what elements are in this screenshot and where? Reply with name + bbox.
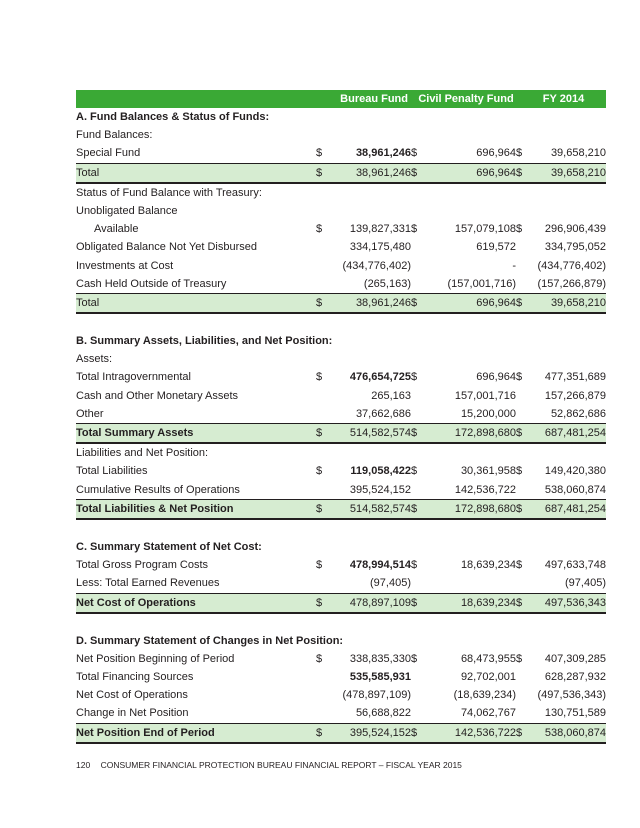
value-cell-bureau-fund: [316, 387, 411, 405]
amount: 696,964: [476, 296, 516, 309]
section-title: A. Fund Balances & Status of Funds:: [76, 111, 270, 123]
amount: 407,309,285: [544, 652, 606, 665]
amount: 56,688,822: [355, 707, 411, 720]
value-cell-fy-2014: [516, 368, 606, 386]
total-row: [76, 593, 606, 614]
table-row: [76, 257, 606, 275]
currency-symbol: $: [516, 296, 523, 309]
amount: 696,964: [476, 166, 516, 179]
value-cell-bureau-fund: [316, 650, 411, 668]
total-row: [76, 723, 606, 744]
row-label: Total Financing Sources: [76, 671, 194, 684]
total-row: [76, 163, 606, 184]
currency-symbol: [411, 481, 421, 499]
amount: (157,266,879): [537, 277, 606, 290]
amount: 265,163: [371, 389, 411, 402]
currency-symbol: $: [316, 371, 323, 384]
currency-symbol: $: [411, 502, 418, 515]
currency-symbol: $: [316, 726, 323, 739]
value-cell-fy-2014: [516, 275, 606, 293]
value-cell-civil-penalty-fund: [411, 275, 516, 293]
currency-symbol: $: [411, 223, 418, 236]
amount: 18,639,234: [460, 559, 516, 572]
currency-symbol: [316, 481, 326, 499]
currency-symbol: [316, 574, 326, 592]
value-cell-civil-penalty-fund: [411, 144, 516, 162]
value-cell-civil-penalty-fund: [411, 257, 516, 275]
value-cell-bureau-fund: [316, 500, 411, 518]
currency-symbol: $: [516, 559, 523, 572]
row-label: Unobligated Balance: [76, 204, 178, 217]
amount: (434,776,402): [537, 259, 606, 272]
total-row: [76, 499, 606, 520]
amount: 15,200,000: [460, 407, 516, 420]
table-row: [76, 650, 606, 668]
column-header-bureau-fund: Bureau Fund: [340, 93, 408, 105]
amount: (497,536,343): [537, 689, 606, 702]
value-cell-civil-penalty-fund: [411, 368, 516, 386]
currency-symbol: $: [516, 502, 523, 515]
amount: 30,361,958: [460, 465, 516, 478]
currency-symbol: $: [316, 296, 323, 309]
amount: 478,994,514: [349, 559, 411, 572]
amount: 172,898,680: [454, 427, 516, 439]
value-cell-civil-penalty-fund: [411, 462, 516, 480]
value-cell-civil-penalty-fund: [411, 405, 516, 423]
amount: (434,776,402): [342, 259, 411, 272]
section-spacer: [76, 314, 606, 332]
row-label: Total Summary Assets: [76, 427, 194, 439]
value-cell-fy-2014: [516, 704, 606, 722]
amount: 52,862,686: [550, 407, 606, 420]
table-row: [76, 405, 606, 423]
currency-symbol: [516, 574, 526, 592]
table-row: [76, 668, 606, 686]
value-cell-fy-2014: [516, 668, 606, 686]
currency-symbol: $: [411, 371, 418, 384]
value-cell-fy-2014: [516, 724, 606, 742]
currency-symbol: $: [516, 465, 523, 478]
value-cell-bureau-fund: [316, 238, 411, 256]
currency-symbol: $: [411, 166, 418, 179]
amount: 18,639,234: [460, 596, 516, 609]
amount: 395,524,152: [349, 483, 411, 496]
currency-symbol: $: [316, 223, 323, 236]
amount: 538,060,874: [544, 483, 606, 496]
value-cell-civil-penalty-fund: [411, 724, 516, 742]
amount: (478,897,109): [342, 689, 411, 702]
currency-symbol: $: [516, 371, 523, 384]
amount: 172,898,680: [454, 502, 516, 515]
page-number: 120: [76, 760, 91, 770]
currency-symbol: [316, 275, 326, 293]
currency-symbol: $: [411, 147, 418, 160]
value-cell-civil-penalty-fund: [411, 238, 516, 256]
table-row: [76, 126, 606, 144]
amount: (265,163): [363, 277, 411, 290]
column-header-civil-penalty-fund: Civil Penalty Fund: [418, 93, 514, 105]
value-cell-fy-2014: [516, 556, 606, 574]
footer-title: CONSUMER FINANCIAL PROTECTION BUREAU FINANCIAL REPORT – FISCAL YEAR 2015: [100, 760, 462, 770]
table-row: [76, 686, 606, 704]
column-header-fy-2014: FY 2014: [542, 93, 585, 105]
amount: 338,835,330: [349, 652, 411, 665]
value-cell-bureau-fund: [316, 462, 411, 480]
value-cell-civil-penalty-fund: [411, 500, 516, 518]
amount: 74,062,767: [460, 707, 516, 720]
amount: 119,058,422: [350, 465, 411, 478]
currency-symbol: $: [516, 726, 523, 739]
table-row: [76, 704, 606, 722]
row-label: Special Fund: [76, 147, 141, 160]
value-cell-bureau-fund: [316, 668, 411, 686]
amount: 157,001,716: [454, 389, 516, 402]
currency-symbol: [316, 704, 326, 722]
value-cell-civil-penalty-fund: [411, 220, 516, 238]
currency-symbol: [516, 387, 526, 405]
currency-symbol: $: [316, 559, 323, 572]
currency-symbol: [316, 686, 326, 704]
section-title: D. Summary Statement of Changes in Net Position:: [76, 634, 344, 647]
value-cell-fy-2014: [516, 424, 606, 442]
amount: (97,405): [370, 577, 411, 590]
value-cell-fy-2014: [516, 650, 606, 668]
section-spacer: [76, 520, 606, 538]
currency-symbol: $: [316, 166, 323, 179]
section-title: B. Summary Assets, Liabilities, and Net Position:: [76, 335, 333, 348]
currency-symbol: [316, 387, 326, 405]
currency-symbol: $: [411, 559, 418, 572]
amount: 696,964: [476, 147, 516, 160]
amount: (157,001,716): [447, 277, 516, 290]
currency-symbol: $: [411, 465, 418, 478]
table-row: [76, 444, 606, 462]
value-cell-civil-penalty-fund: [411, 668, 516, 686]
value-cell-fy-2014: [516, 387, 606, 405]
currency-symbol: $: [316, 427, 323, 439]
amount: 514,582,574: [349, 427, 411, 439]
currency-symbol: $: [516, 166, 523, 179]
value-cell-civil-penalty-fund: [411, 686, 516, 704]
amount: 157,266,879: [544, 389, 606, 402]
row-label: Obligated Balance Not Yet Disbursed: [76, 241, 258, 254]
amount: 514,582,574: [349, 502, 411, 515]
amount: 535,585,931: [349, 671, 411, 684]
page-footer: [76, 760, 462, 770]
amount: 334,175,480: [349, 241, 411, 254]
table-row: [76, 220, 606, 238]
currency-symbol: [411, 275, 421, 293]
currency-symbol: $: [316, 147, 323, 160]
currency-symbol: $: [516, 223, 523, 236]
amount: 687,481,254: [544, 427, 606, 439]
value-cell-bureau-fund: [316, 405, 411, 423]
value-cell-fy-2014: [516, 594, 606, 612]
row-label: Other: [76, 407, 104, 420]
row-label: Assets:: [76, 353, 113, 366]
value-cell-civil-penalty-fund: [411, 594, 516, 612]
total-row: [76, 293, 606, 314]
currency-symbol: [516, 405, 526, 423]
currency-symbol: $: [411, 427, 418, 439]
value-cell-fy-2014: [516, 481, 606, 499]
amount: 538,060,874: [544, 726, 606, 739]
amount: 619,572: [476, 241, 516, 254]
currency-symbol: $: [516, 147, 523, 160]
row-label: Net Position End of Period: [76, 726, 215, 739]
value-cell-civil-penalty-fund: [411, 164, 516, 182]
value-cell-bureau-fund: [316, 724, 411, 742]
currency-symbol: $: [516, 596, 523, 609]
currency-symbol: [316, 257, 326, 275]
currency-symbol: $: [316, 502, 323, 515]
amount: 476,654,725: [349, 371, 411, 384]
row-label: Change in Net Position: [76, 707, 189, 720]
value-cell-fy-2014: [516, 144, 606, 162]
table-row: [76, 184, 606, 202]
row-label: Total Liabilities: [76, 465, 148, 478]
amount: 37,662,686: [355, 407, 411, 420]
value-cell-fy-2014: [516, 164, 606, 182]
row-label: Cash Held Outside of Treasury: [76, 277, 227, 290]
currency-symbol: [411, 405, 421, 423]
row-label: Available: [94, 223, 139, 236]
value-cell-civil-penalty-fund: [411, 387, 516, 405]
column-header-row: [76, 90, 606, 108]
amount: 334,795,052: [544, 241, 606, 254]
amount: 38,961,246: [355, 296, 411, 309]
value-cell-bureau-fund: [316, 704, 411, 722]
currency-symbol: [411, 238, 421, 256]
currency-symbol: [516, 481, 526, 499]
value-cell-fy-2014: [516, 686, 606, 704]
amount: 38,961,246: [355, 166, 411, 179]
value-cell-bureau-fund: [316, 574, 411, 592]
amount: 149,420,380: [544, 465, 606, 478]
table-row: [76, 574, 606, 592]
row-label: Cash and Other Monetary Assets: [76, 389, 239, 402]
row-label: Cumulative Results of Operations: [76, 483, 240, 496]
currency-symbol: $: [316, 465, 323, 478]
table-row: [76, 238, 606, 256]
row-label: Total: [76, 166, 100, 179]
row-label: Status of Fund Balance with Treasury:: [76, 186, 262, 199]
currency-symbol: $: [411, 652, 418, 665]
value-cell-bureau-fund: [316, 481, 411, 499]
section-heading: [76, 538, 606, 556]
currency-symbol: $: [411, 596, 418, 609]
row-label: Net Cost of Operations: [76, 689, 188, 702]
currency-symbol: [316, 238, 326, 256]
currency-symbol: [316, 405, 326, 423]
value-cell-bureau-fund: [316, 275, 411, 293]
value-cell-civil-penalty-fund: [411, 424, 516, 442]
currency-symbol: $: [316, 596, 323, 609]
amount: 38,961,246: [355, 147, 411, 160]
amount: 497,536,343: [544, 596, 606, 609]
value-cell-bureau-fund: [316, 144, 411, 162]
section-title: C. Summary Statement of Net Cost:: [76, 540, 262, 553]
value-cell-civil-penalty-fund: [411, 481, 516, 499]
currency-symbol: [516, 238, 526, 256]
amount: 92,702,001: [460, 671, 516, 684]
amount: 478,897,109: [349, 596, 411, 609]
value-cell-bureau-fund: [316, 368, 411, 386]
currency-symbol: [411, 257, 421, 275]
amount: -: [512, 259, 516, 272]
currency-symbol: [411, 704, 421, 722]
value-cell-bureau-fund: [316, 164, 411, 182]
value-cell-bureau-fund: [316, 594, 411, 612]
value-cell-fy-2014: [516, 220, 606, 238]
row-label: Investments at Cost: [76, 259, 174, 272]
table-row: [76, 368, 606, 386]
row-label: Total: [76, 296, 100, 309]
table-row: [76, 481, 606, 499]
currency-symbol: [411, 686, 421, 704]
currency-symbol: [316, 668, 326, 686]
table-row: [76, 387, 606, 405]
amount: 477,351,689: [544, 371, 606, 384]
table-row: [76, 144, 606, 162]
value-cell-fy-2014: [516, 462, 606, 480]
table-row: [76, 202, 606, 220]
amount: 142,536,722: [454, 726, 516, 739]
amount: 395,524,152: [349, 726, 411, 739]
value-cell-civil-penalty-fund: [411, 294, 516, 312]
total-row: [76, 423, 606, 444]
row-label: Net Cost of Operations: [76, 596, 196, 609]
value-cell-civil-penalty-fund: [411, 650, 516, 668]
amount: 39,658,210: [550, 296, 606, 309]
section-spacer: [76, 614, 606, 632]
row-label: Total Intragovernmental: [76, 371, 191, 384]
currency-symbol: [411, 668, 421, 686]
currency-symbol: $: [411, 726, 418, 739]
table-row: [76, 556, 606, 574]
value-cell-fy-2014: [516, 405, 606, 423]
currency-symbol: [516, 686, 526, 704]
value-cell-fy-2014: [516, 238, 606, 256]
currency-symbol: $: [516, 652, 523, 665]
value-cell-fy-2014: [516, 294, 606, 312]
amount: 39,658,210: [550, 166, 606, 179]
value-cell-bureau-fund: [316, 294, 411, 312]
amount: 497,633,748: [544, 559, 606, 572]
amount: (97,405): [565, 577, 606, 590]
amount: 696,964: [476, 371, 516, 384]
currency-symbol: $: [411, 296, 418, 309]
value-cell-civil-penalty-fund: [411, 556, 516, 574]
amount: 687,481,254: [544, 502, 606, 515]
value-cell-bureau-fund: [316, 424, 411, 442]
row-label: Total Gross Program Costs: [76, 559, 209, 572]
value-cell-bureau-fund: [316, 257, 411, 275]
value-cell-bureau-fund: [316, 220, 411, 238]
table-row: [76, 275, 606, 293]
amount: 296,906,439: [544, 223, 606, 236]
amount: 157,079,108: [454, 223, 516, 236]
value-cell-fy-2014: [516, 257, 606, 275]
table-row: [76, 462, 606, 480]
currency-symbol: [516, 275, 526, 293]
value-cell-fy-2014: [516, 574, 606, 592]
currency-symbol: [411, 387, 421, 405]
currency-symbol: [516, 257, 526, 275]
currency-symbol: [516, 704, 526, 722]
amount: 68,473,955: [460, 652, 516, 665]
amount: 130,751,589: [544, 707, 606, 720]
row-label: Liabilities and Net Position:: [76, 447, 209, 460]
currency-symbol: [516, 668, 526, 686]
currency-symbol: $: [516, 427, 523, 439]
row-label: Less: Total Earned Revenues: [76, 577, 220, 590]
row-label: Net Position Beginning of Period: [76, 652, 235, 665]
financial-summary-table: [76, 90, 606, 744]
row-label: Fund Balances:: [76, 129, 153, 142]
value-cell-bureau-fund: [316, 556, 411, 574]
section-heading: [76, 108, 606, 126]
section-heading: [76, 632, 606, 650]
value-cell-fy-2014: [516, 500, 606, 518]
value-cell-bureau-fund: [316, 686, 411, 704]
section-heading: [76, 332, 606, 350]
amount: 142,536,722: [454, 483, 516, 496]
table-row: [76, 350, 606, 368]
value-cell-civil-penalty-fund: [411, 704, 516, 722]
amount: 628,287,932: [544, 671, 606, 684]
currency-symbol: $: [316, 652, 323, 665]
amount: 39,658,210: [550, 147, 606, 160]
table-body: [76, 108, 606, 744]
amount: (18,639,234): [453, 689, 516, 702]
row-label: Total Liabilities & Net Position: [76, 502, 234, 515]
amount: 139,827,331: [349, 223, 411, 236]
